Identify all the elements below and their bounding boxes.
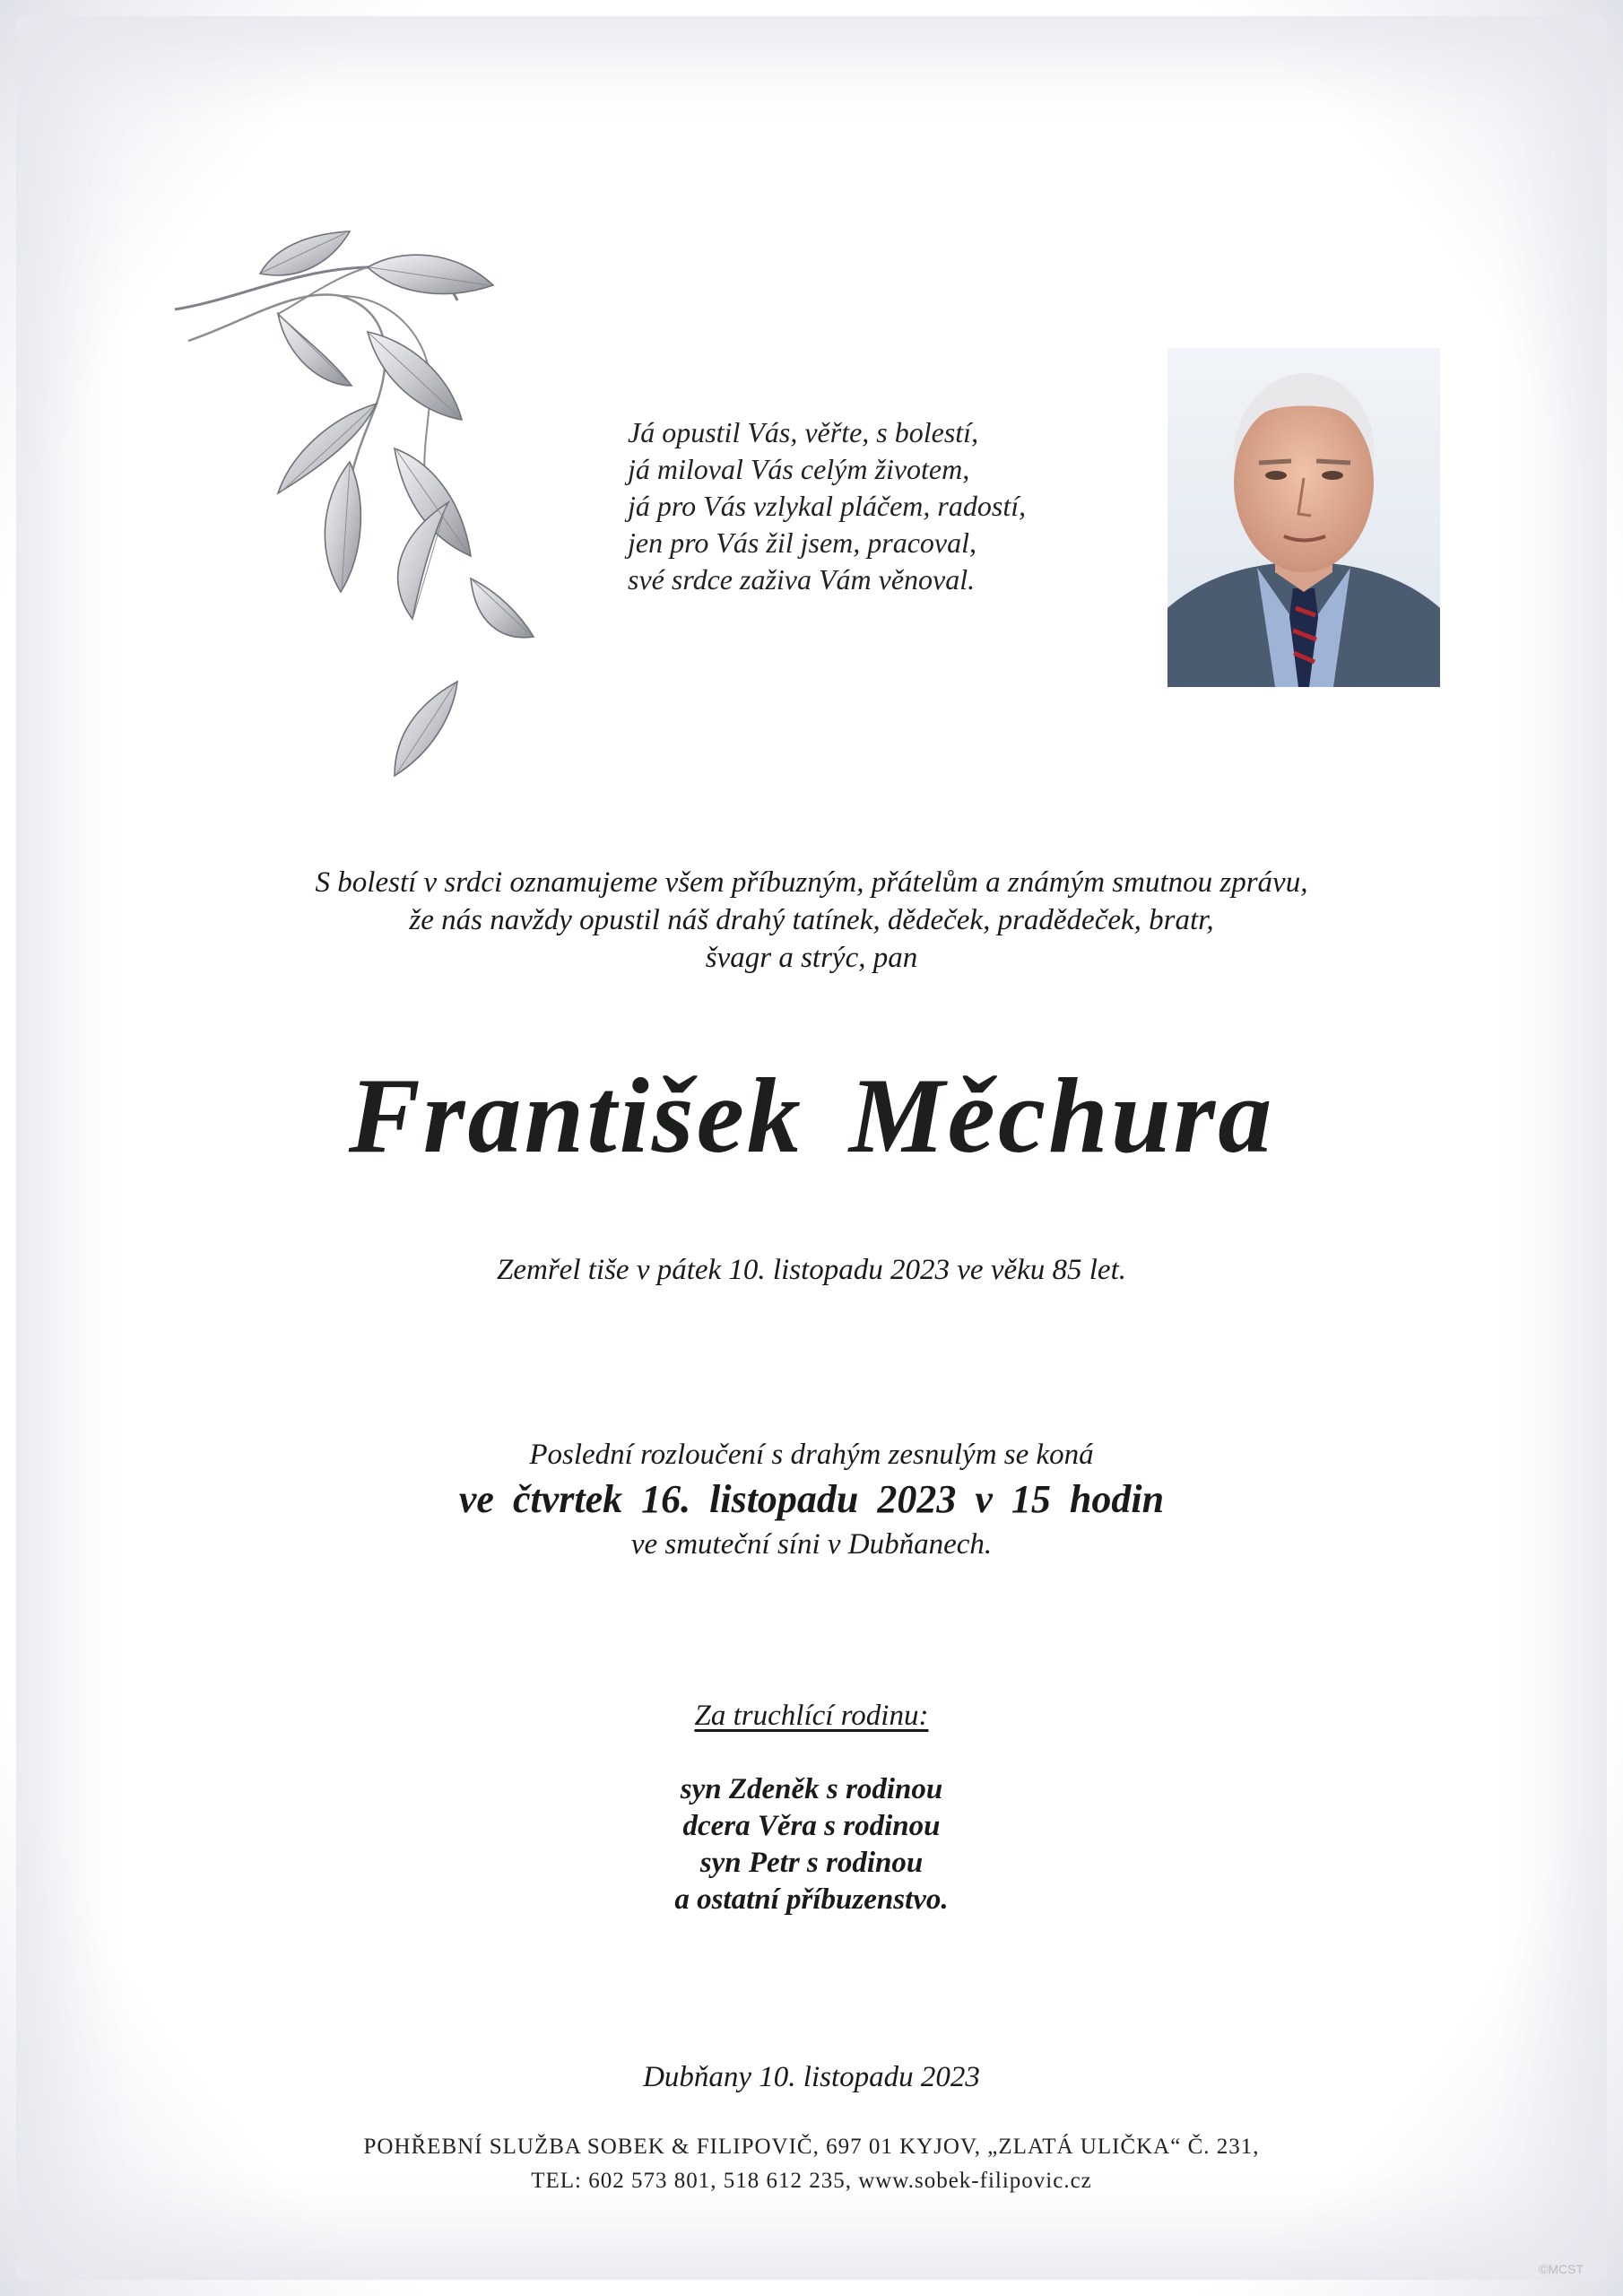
family-member: dcera Věra s rodinou: [682, 1810, 941, 1842]
footer-contact: TEL: 602 573 801, 518 612 235, www.sobek-filipovic.cz: [531, 2169, 1092, 2193]
poem-line: jen pro Vás žil jsem, pracoval,: [628, 526, 976, 559]
family-member: a ostatní příbuzenstvo.: [674, 1883, 949, 1916]
announcement: [0, 864, 1623, 977]
poem: [628, 414, 1130, 598]
family-member: syn Zdeněk s rodinou: [680, 1773, 943, 1805]
farewell-notice: [0, 1435, 1623, 1564]
poem-line: Já opustil Vás, věřte, s bolestí,: [628, 416, 979, 448]
farewell-place: ve smuteční síni v Dubňanech.: [630, 1528, 993, 1561]
announcement-line: že nás navždy opustil náš drahý tatínek, dědeček, pradědeček, bratr,: [409, 904, 1214, 936]
death-notice: Zemřel tiše v pátek 10. listopadu 2023 ve věku 85 let.: [497, 1254, 1126, 1286]
poem-line: já miloval Vás celým životem,: [628, 453, 970, 485]
leaf-branch-ornament: [161, 215, 610, 825]
farewell-date: ve čtvrtek 16. listopadu 2023 v 15 hodin: [458, 1477, 1165, 1521]
farewell-line: Poslední rozloučení s drahým zesnulým se koná: [529, 1439, 1094, 1471]
footer-address: POHŘEBNÍ SLUŽBA SOBEK & FILIPOVIČ, 697 01 KYJOV, „ZLATÁ ULIČKA“ Č. 231,: [363, 2135, 1260, 2159]
family-heading: Za truchlící rodinu:: [694, 1700, 929, 1732]
announcement-line: švagr a strýc, pan: [705, 942, 918, 974]
announcement-line: S bolestí v srdci oznamujeme všem příbuzným, přátelům a známým smutnou zprávu,: [315, 866, 1308, 899]
watermark: ©MCST: [1539, 2262, 1584, 2276]
place-date: Dubňany 10. listopadu 2023: [643, 2061, 980, 2093]
poem-line: já pro Vás vzlykal pláčem, radostí,: [628, 490, 1027, 522]
family-list: [0, 1771, 1623, 1918]
portrait-photo: [1167, 348, 1440, 687]
poem-line: své srdce zaživa Vám věnoval.: [628, 563, 976, 596]
deceased-name: František Měchura: [348, 1056, 1275, 1175]
funeral-service-footer: [0, 2130, 1623, 2198]
family-member: syn Petr s rodinou: [699, 1847, 924, 1879]
portrait-illustration: [1167, 348, 1440, 687]
